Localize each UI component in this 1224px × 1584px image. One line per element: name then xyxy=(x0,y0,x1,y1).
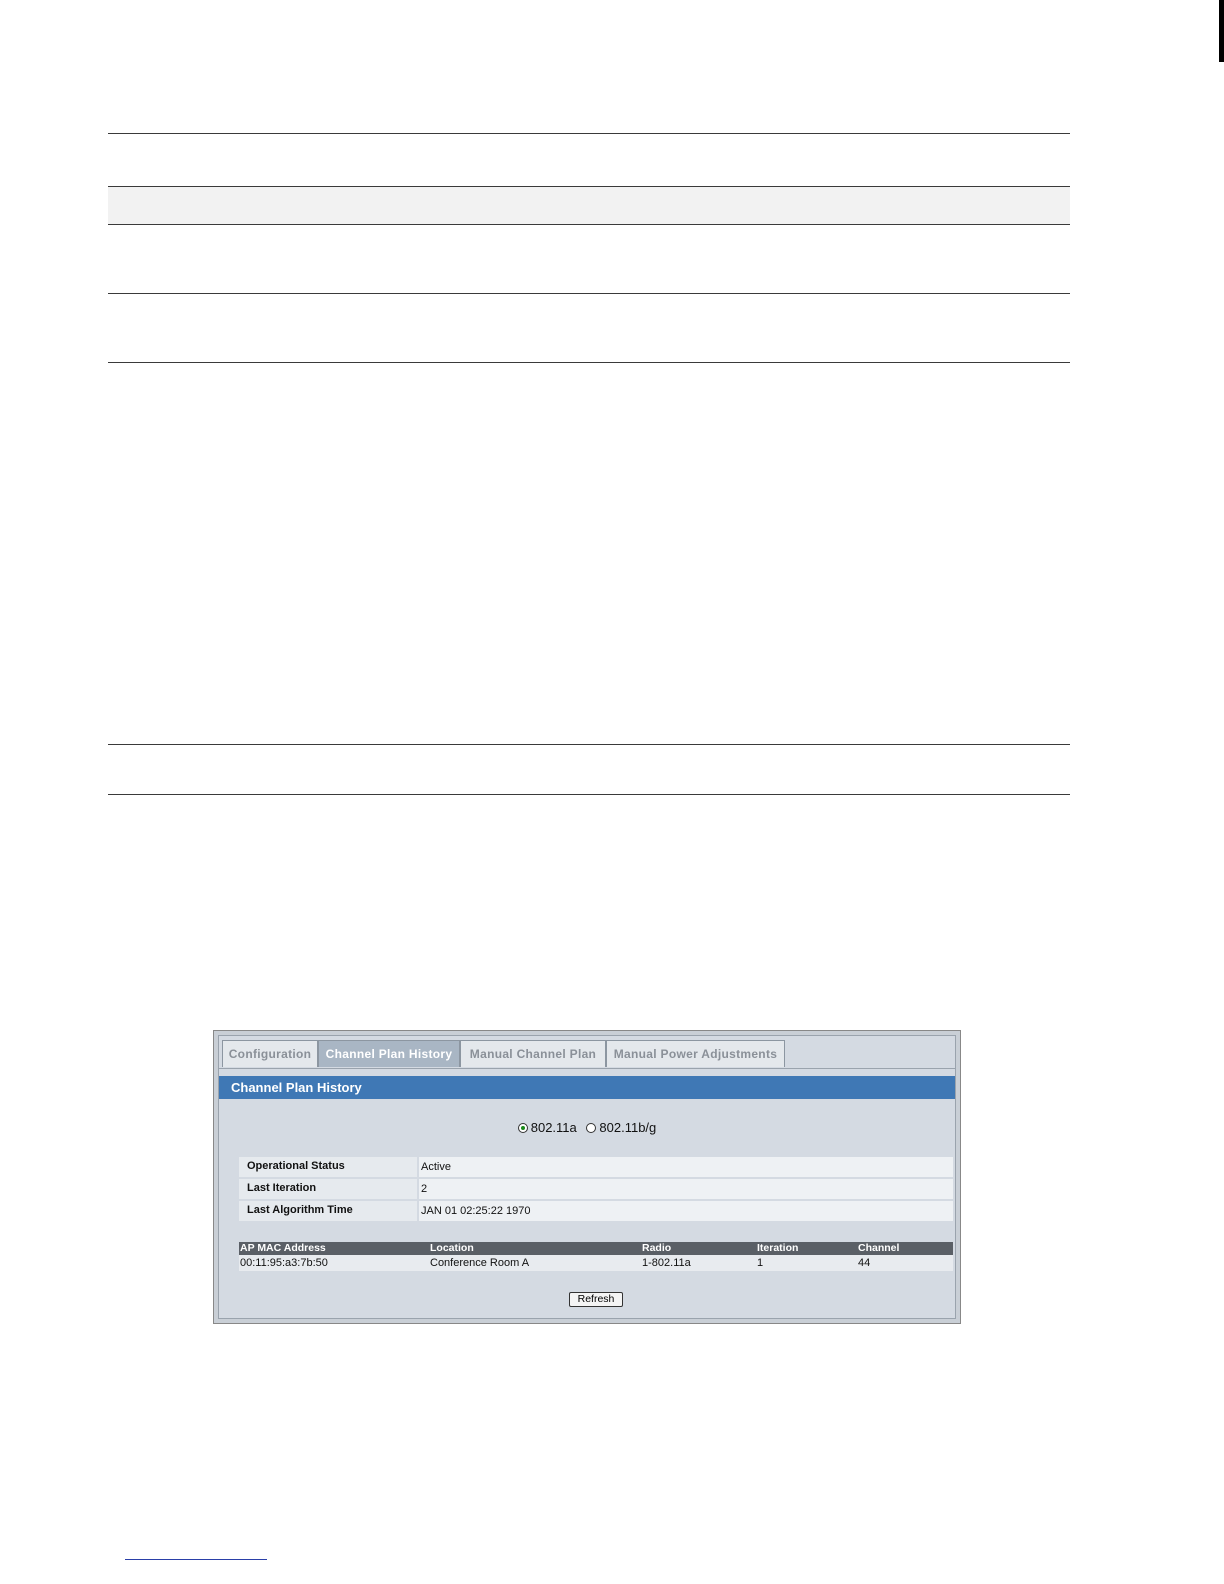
status-value: 2 xyxy=(419,1179,953,1199)
column-header: Iteration xyxy=(757,1242,799,1254)
column-header: Radio xyxy=(642,1242,672,1254)
status-value: Active xyxy=(419,1157,953,1177)
channel-history-table xyxy=(239,1242,953,1271)
table-rule xyxy=(108,186,1070,187)
footer-link-underline[interactable] xyxy=(125,1559,267,1560)
tab-bar xyxy=(219,1036,955,1069)
table-cell: 44 xyxy=(858,1257,871,1269)
status-table xyxy=(239,1157,953,1223)
tab-channel-plan-history[interactable]: Channel Plan History xyxy=(318,1040,460,1067)
column-header: AP MAC Address xyxy=(240,1242,326,1254)
radio-unchecked-icon[interactable] xyxy=(586,1123,596,1133)
status-row xyxy=(239,1179,953,1199)
status-label: Operational Status xyxy=(239,1157,417,1177)
page-edge-marker xyxy=(1219,0,1224,62)
status-row xyxy=(239,1157,953,1177)
channel-plan-history-screenshot xyxy=(213,1030,961,1324)
table-header xyxy=(239,1242,953,1255)
panel-title: Channel Plan History xyxy=(219,1076,955,1099)
column-header: Location xyxy=(430,1242,474,1254)
table-rule xyxy=(108,224,1070,225)
table-rule xyxy=(108,794,1070,795)
screen-panel xyxy=(218,1035,956,1319)
status-value: JAN 01 02:25:22 1970 xyxy=(419,1201,953,1221)
table-rule xyxy=(108,133,1070,134)
status-label: Last Iteration xyxy=(239,1179,417,1199)
radio-group-band xyxy=(219,1120,955,1136)
tab-manual-power-adjustments[interactable]: Manual Power Adjustments xyxy=(606,1040,785,1067)
table-rule xyxy=(108,293,1070,294)
status-row xyxy=(239,1201,953,1221)
radio-80211a[interactable] xyxy=(518,1120,577,1135)
radio-80211bg[interactable] xyxy=(586,1120,656,1135)
refresh-button[interactable]: Refresh xyxy=(569,1292,623,1307)
table-shaded-row xyxy=(108,187,1070,224)
tab-configuration[interactable]: Configuration xyxy=(222,1040,318,1067)
status-label: Last Algorithm Time xyxy=(239,1201,417,1221)
column-header: Channel xyxy=(858,1242,900,1254)
radio-label: 802.11a xyxy=(530,1120,577,1135)
table-cell: 00:11:95:a3:7b:50 xyxy=(240,1257,328,1269)
table-cell: Conference Room A xyxy=(430,1257,530,1269)
tab-manual-channel-plan[interactable]: Manual Channel Plan xyxy=(460,1040,606,1067)
radio-label: 802.11b/g xyxy=(599,1120,657,1135)
table-cell: 1 xyxy=(757,1257,764,1269)
table-rule xyxy=(108,744,1070,745)
table-cell: 1-802.11a xyxy=(642,1257,691,1269)
table-rule xyxy=(108,362,1070,363)
radio-checked-icon[interactable] xyxy=(518,1123,528,1133)
table-row xyxy=(239,1255,953,1271)
